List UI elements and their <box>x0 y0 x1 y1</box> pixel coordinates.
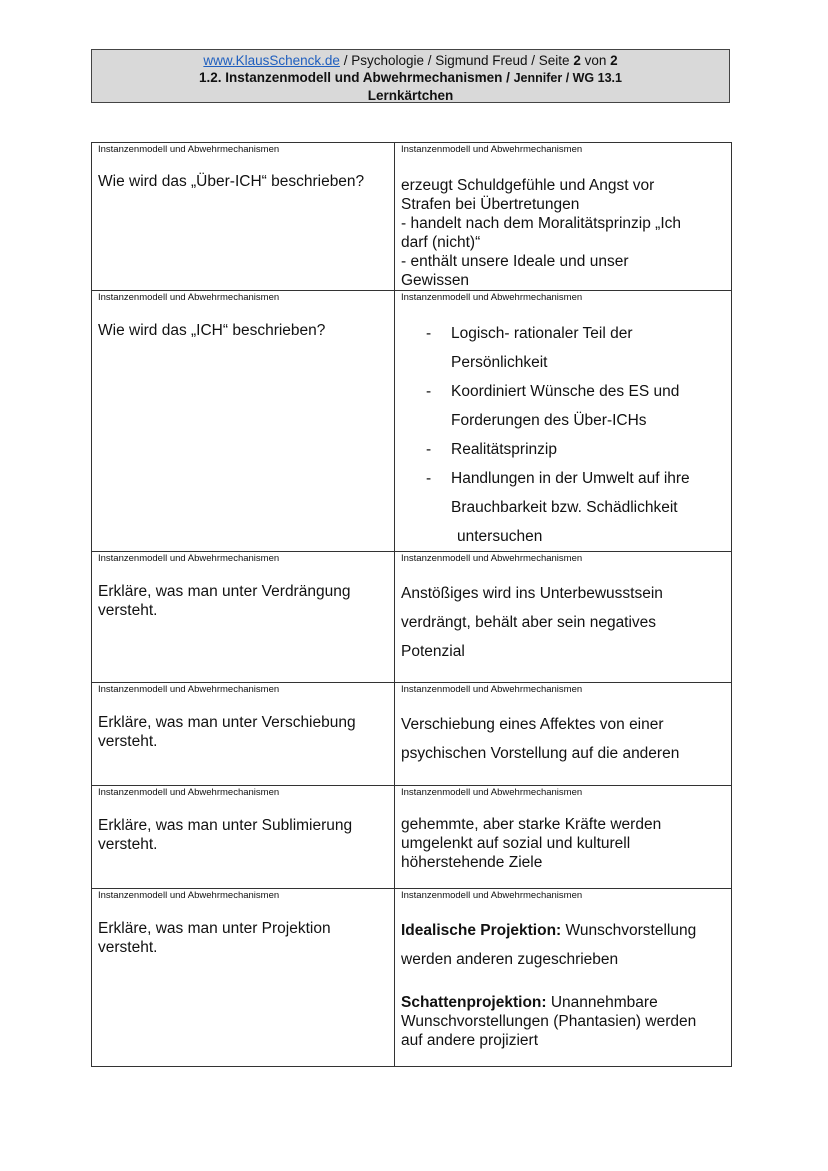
list-item: - Koordiniert Wünsche des ES und Forderungen des Über-ICHs <box>401 377 725 435</box>
answer-line: darf (nicht)“ <box>401 234 481 251</box>
header-subtitle: Lernkärtchen <box>367 88 454 103</box>
shadow-projection: Schattenprojektion: Unannehmbare Wunschvorstellungen (Phantasien) werden auf andere projiziert <box>401 994 697 1049</box>
answer-line: Gewissen <box>401 272 470 289</box>
flashcard-table <box>91 142 732 1067</box>
flashcard-row <box>92 291 732 552</box>
header-total: 2 <box>610 53 618 68</box>
answer-text: Anstößiges wird ins Unterbewusstsein verdrängt, behält aber sein negatives Potenzial <box>401 585 663 660</box>
answer-cell <box>395 889 732 1067</box>
category-label: Instanzenmodell und Abwehrmechanismen <box>401 144 583 155</box>
answer-text: gehemmte, aber starke Kräfte werden umgelenkt auf sozial und kulturell höherstehende Ziele <box>401 816 662 871</box>
answer-line: Strafen bei Übertretungen <box>401 196 580 213</box>
category-label: Instanzenmodell und Abwehrmechanismen <box>401 292 583 303</box>
question-cell <box>92 683 395 786</box>
answer-text: Verschiebung eines Affektes von einer psychischen Vorstellung auf die anderen <box>401 716 680 762</box>
list-item: - Handlungen in der Umwelt auf ihre Brauchbarkeit bzw. Schädlichkeit untersuchen <box>401 464 725 551</box>
flashcard-row <box>92 552 732 683</box>
category-label: Instanzenmodell und Abwehrmechanismen <box>98 553 280 564</box>
answer-line: - enthält unsere Ideale und unser <box>401 253 629 270</box>
flashcard-row <box>92 889 732 1067</box>
answer-text <box>401 176 725 290</box>
question-cell <box>92 552 395 683</box>
answer-cell <box>395 683 732 786</box>
category-label: Instanzenmodell und Abwehrmechanismen <box>98 787 280 798</box>
question-cell <box>92 291 395 552</box>
answer-line: erzeugt Schuldgefühle und Angst vor <box>401 177 655 194</box>
answer-line: - handelt nach dem Moralitätsprinzip „Ich <box>401 215 681 232</box>
question-text: Erkläre, was man unter Verschiebung versteht. <box>98 714 356 750</box>
list-item: - Logisch- rationaler Teil der Persönlichkeit <box>401 319 725 377</box>
category-label: Instanzenmodell und Abwehrmechanismen <box>98 292 280 303</box>
answer-cell <box>395 143 732 291</box>
header-title-text: 1.2. Instanzenmodell und Abwehrmechanismen / <box>199 70 514 85</box>
page-header <box>91 49 730 103</box>
header-line-1 <box>92 52 729 69</box>
flashcard-row <box>92 786 732 889</box>
category-label: Instanzenmodell und Abwehrmechanismen <box>401 890 583 901</box>
header-title <box>92 69 729 87</box>
category-label: Instanzenmodell und Abwehrmechanismen <box>401 553 583 564</box>
question-cell <box>92 889 395 1067</box>
category-label: Instanzenmodell und Abwehrmechanismen <box>98 890 280 901</box>
header-path: / Psychologie / Sigmund Freud / Seite <box>339 53 574 68</box>
flashcard-row <box>92 683 732 786</box>
question-text: Erkläre, was man unter Sublimierung versteht. <box>98 817 353 853</box>
category-label: Instanzenmodell und Abwehrmechanismen <box>401 684 583 695</box>
list-item: - Realitätsprinzip <box>401 435 725 464</box>
flashcard-row <box>92 143 732 291</box>
answer-cell <box>395 552 732 683</box>
answer-bullet-list <box>401 319 725 551</box>
header-author: Jennifer / WG 13.1 <box>513 71 622 85</box>
question-text: Wie wird das „Über-ICH“ beschrieben? <box>98 173 365 190</box>
question-text: Erkläre, was man unter Verdrängung versteht. <box>98 583 351 619</box>
question-text: Wie wird das „ICH“ beschrieben? <box>98 322 326 339</box>
category-label: Instanzenmodell und Abwehrmechanismen <box>401 787 583 798</box>
answer-text <box>401 916 725 1050</box>
category-label: Instanzenmodell und Abwehrmechanismen <box>98 684 280 695</box>
question-text: Erkläre, was man unter Projektion versteht. <box>98 920 331 956</box>
category-label: Instanzenmodell und Abwehrmechanismen <box>98 144 280 155</box>
question-cell <box>92 786 395 889</box>
answer-cell <box>395 291 732 552</box>
header-page: 2 <box>573 53 581 68</box>
ideal-projection: Idealische Projektion: Wunschvorstellung werden anderen zugeschrieben <box>401 922 697 968</box>
header-of: von <box>580 53 611 68</box>
question-cell <box>92 143 395 291</box>
answer-cell <box>395 786 732 889</box>
website-link[interactable]: www.KlausSchenck.de <box>203 53 340 68</box>
